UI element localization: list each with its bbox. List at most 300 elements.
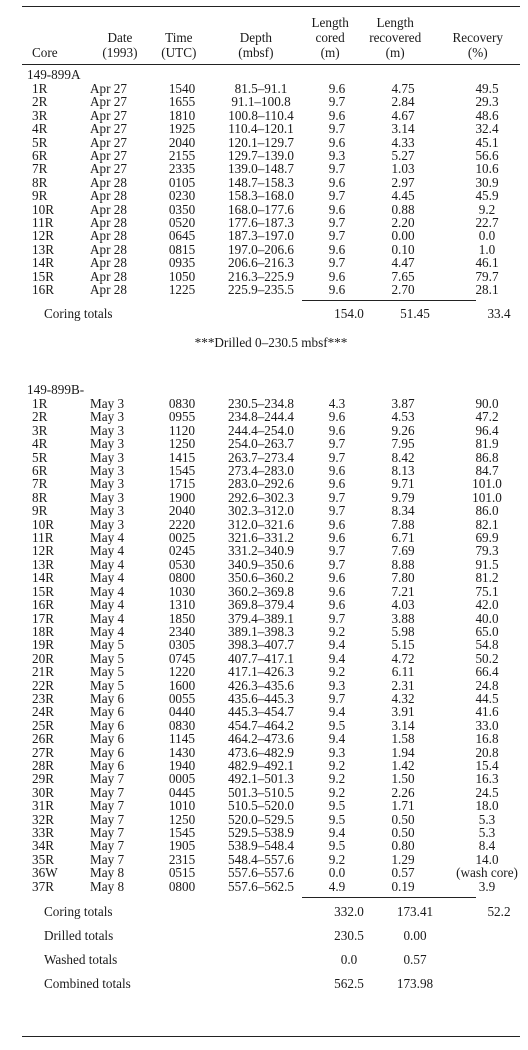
col-header-time: Time (UTC) xyxy=(161,30,197,60)
date-cell: May 7 xyxy=(90,811,125,827)
table-row xyxy=(22,880,528,893)
length-recovered-cell: 7.69 xyxy=(391,543,415,559)
recovery-cell: 75.1 xyxy=(475,583,499,599)
totals-row xyxy=(22,948,528,972)
table-row xyxy=(22,464,528,477)
date-cell: May 3 xyxy=(90,463,125,479)
col-header-recovery: Recovery (%) xyxy=(452,30,504,60)
time-cell: 0025 xyxy=(168,530,196,546)
core-cell: 2R xyxy=(32,94,48,110)
depth-cell: 187.3–197.0 xyxy=(228,228,294,244)
length-recovered-cell: 7.88 xyxy=(391,516,415,532)
recovery-cell: 9.2 xyxy=(478,201,496,217)
length-cored-cell: 9.7 xyxy=(328,556,346,572)
length-cored-cell: 4.3 xyxy=(328,396,346,411)
date-cell: May 3 xyxy=(90,489,125,505)
length-recovered-cell: 7.21 xyxy=(391,583,415,599)
core-cell: 19R xyxy=(32,637,54,653)
core-cell: 17R xyxy=(32,610,54,626)
hole-b-table xyxy=(22,397,528,893)
core-cell: 2R xyxy=(32,409,48,425)
length-recovered-cell: 1.03 xyxy=(391,161,415,177)
depth-cell: 473.6–482.9 xyxy=(228,744,294,760)
length-cored-cell: 9.2 xyxy=(328,757,346,773)
length-cored-cell: 9.4 xyxy=(328,704,346,720)
length-cored-cell: 9.7 xyxy=(328,161,346,177)
date-cell: May 8 xyxy=(90,865,125,881)
time-cell: 1030 xyxy=(168,583,196,599)
time-cell: 0830 xyxy=(168,396,196,411)
depth-cell: 81.5–91.1 xyxy=(234,81,288,96)
length-recovered-cell: 3.87 xyxy=(391,396,415,411)
table-header xyxy=(22,8,520,60)
date-cell: May 6 xyxy=(90,757,125,773)
table-top-rule xyxy=(22,6,520,7)
recovery-cell: 22.7 xyxy=(475,215,499,231)
core-cell: 14R xyxy=(32,255,54,271)
core-cell: 22R xyxy=(32,677,54,693)
length-recovered-cell: 2.20 xyxy=(391,215,415,231)
date-cell: Apr 28 xyxy=(90,228,127,244)
recovery-cell: 24.8 xyxy=(475,677,499,693)
length-cored-cell: 9.7 xyxy=(328,215,346,231)
core-cell: 23R xyxy=(32,690,54,706)
length-recovered-cell: 3.14 xyxy=(391,717,415,733)
depth-cell: 510.5–520.0 xyxy=(228,798,294,814)
table-row xyxy=(22,243,528,256)
date-cell: Apr 28 xyxy=(90,188,127,204)
date-cell: May 3 xyxy=(90,409,125,425)
length-cored-cell: 9.4 xyxy=(328,637,346,653)
length-cored-cell: 9.7 xyxy=(328,228,346,244)
hole-a-label: 149-899A xyxy=(27,67,81,82)
time-cell: 1925 xyxy=(168,121,196,137)
length-cored-cell: 9.5 xyxy=(328,798,346,814)
table-row xyxy=(22,558,528,571)
length-cored-cell: 9.2 xyxy=(328,851,346,867)
length-recovered-cell: 4.72 xyxy=(391,650,415,666)
time-cell: 0745 xyxy=(168,650,196,666)
core-cell: 25R xyxy=(32,717,54,733)
length-recovered-cell: 4.03 xyxy=(391,597,415,613)
totals-length-cored: 154.0 xyxy=(334,306,364,321)
date-cell: May 7 xyxy=(90,851,125,867)
table-row xyxy=(22,786,528,799)
length-recovered-cell: 4.53 xyxy=(391,409,415,425)
time-cell: 1540 xyxy=(168,81,196,96)
length-recovered-cell: 7.65 xyxy=(391,268,415,284)
recovery-cell: 24.5 xyxy=(475,784,499,800)
depth-cell: 225.9–235.5 xyxy=(228,282,294,298)
recovery-cell: 50.2 xyxy=(475,650,499,666)
totals-length-cored: 0.0 xyxy=(340,952,358,967)
totals-length-recovered: 0.57 xyxy=(403,952,427,967)
length-cored-cell: 9.7 xyxy=(328,449,346,465)
length-cored-cell: 9.2 xyxy=(328,771,346,787)
depth-cell: 529.5–538.9 xyxy=(228,825,294,840)
date-cell: May 5 xyxy=(90,664,125,680)
table-row xyxy=(22,410,528,423)
time-cell: 2315 xyxy=(168,851,196,867)
recovery-cell: 91.5 xyxy=(475,556,499,572)
recovery-cell: 86.0 xyxy=(475,503,499,519)
date-cell: May 3 xyxy=(90,449,125,465)
date-cell: May 4 xyxy=(90,583,125,599)
length-recovered-cell: 2.26 xyxy=(391,784,415,800)
table-row xyxy=(22,95,528,108)
recovery-cell: 32.4 xyxy=(475,121,499,137)
time-cell: 1310 xyxy=(168,597,196,613)
table-row xyxy=(22,625,528,638)
totals-length-recovered: 173.41 xyxy=(396,904,434,919)
length-recovered-cell: 0.88 xyxy=(391,201,415,217)
time-cell: 0230 xyxy=(168,188,196,204)
table-row xyxy=(22,270,528,283)
depth-cell: 254.0–263.7 xyxy=(228,436,294,452)
recovery-cell: 65.0 xyxy=(475,623,499,639)
table-row xyxy=(22,692,528,705)
recovery-cell: 18.0 xyxy=(475,798,499,814)
length-recovered-cell: 4.67 xyxy=(391,107,415,123)
date-cell: May 3 xyxy=(90,396,125,411)
date-cell: May 6 xyxy=(90,717,125,733)
time-cell: 2335 xyxy=(168,161,196,177)
length-recovered-cell: 4.45 xyxy=(391,188,415,204)
length-recovered-cell: 8.13 xyxy=(391,463,415,479)
time-cell: 1415 xyxy=(168,449,196,465)
table-row xyxy=(22,866,528,879)
depth-cell: 350.6–360.2 xyxy=(228,570,294,586)
date-cell: May 3 xyxy=(90,516,125,532)
table-row xyxy=(22,705,528,718)
col-header-core: Core xyxy=(32,45,58,60)
recovery-cell: 49.5 xyxy=(475,81,499,96)
time-cell: 0520 xyxy=(168,215,196,231)
core-cell: 18R xyxy=(32,623,54,639)
core-cell: 31R xyxy=(32,798,54,814)
table-row xyxy=(22,504,528,517)
recovery-cell: 0.0 xyxy=(478,228,496,244)
core-cell: 34R xyxy=(32,838,54,854)
length-cored-cell: 9.7 xyxy=(328,121,346,137)
core-cell: 7R xyxy=(32,161,48,177)
totals-length-cored: 230.5 xyxy=(334,928,364,943)
table-row xyxy=(22,149,528,162)
totals-label: Coring totals xyxy=(44,306,113,321)
table-row xyxy=(22,122,528,135)
table-row xyxy=(22,283,528,296)
recovery-cell: 1.0 xyxy=(478,241,496,257)
date-cell: May 7 xyxy=(90,771,125,787)
date-cell: Apr 27 xyxy=(90,107,127,123)
time-cell: 0645 xyxy=(168,228,196,244)
table-row xyxy=(22,203,528,216)
depth-cell: 216.3–225.9 xyxy=(228,268,294,284)
time-cell: 0005 xyxy=(168,771,196,787)
core-cell: 36W xyxy=(32,865,58,881)
time-cell: 1010 xyxy=(168,798,196,814)
time-cell: 1905 xyxy=(168,838,196,854)
recovery-cell: 79.3 xyxy=(475,543,499,559)
table-row xyxy=(22,544,528,557)
length-recovered-cell: 0.19 xyxy=(391,878,415,894)
totals-recovery xyxy=(456,924,528,948)
length-recovered-cell: 2.70 xyxy=(391,282,415,298)
core-cell: 11R xyxy=(32,215,54,231)
totals-label: Combined totals xyxy=(44,976,131,991)
core-cell: 21R xyxy=(32,664,54,680)
core-cell: 6R xyxy=(32,463,48,479)
length-recovered-cell: 8.42 xyxy=(391,449,415,465)
table-row xyxy=(22,162,528,175)
totals-recovery xyxy=(456,972,528,996)
recovery-cell: 90.0 xyxy=(475,396,499,411)
length-recovered-cell: 0.00 xyxy=(391,228,415,244)
length-recovered-cell: 1.50 xyxy=(391,771,415,787)
length-recovered-cell: 3.14 xyxy=(391,121,415,137)
length-cored-cell: 9.6 xyxy=(328,516,346,532)
time-cell: 0830 xyxy=(168,717,196,733)
col-header-date: Date (1993) xyxy=(102,30,138,60)
totals-row xyxy=(22,972,528,996)
depth-cell: 492.1–501.3 xyxy=(228,771,294,787)
length-cored-cell: 9.6 xyxy=(328,134,346,150)
length-recovered-cell: 0.57 xyxy=(391,865,415,881)
recovery-cell: 44.5 xyxy=(475,690,499,706)
depth-cell: 148.7–158.3 xyxy=(228,174,294,190)
date-cell: May 8 xyxy=(90,878,125,894)
length-recovered-cell: 2.84 xyxy=(391,94,415,110)
length-recovered-cell: 8.34 xyxy=(391,503,415,519)
totals-recovery: 33.4 xyxy=(487,306,511,321)
date-cell: May 5 xyxy=(90,677,125,693)
length-cored-cell: 9.5 xyxy=(328,838,346,854)
length-recovered-cell: 5.27 xyxy=(391,148,415,164)
depth-cell: 426.3–435.6 xyxy=(228,677,294,693)
depth-cell: 100.8–110.4 xyxy=(228,107,294,123)
length-cored-cell: 9.7 xyxy=(328,503,346,519)
time-cell: 0305 xyxy=(168,637,196,653)
length-recovered-cell: 2.97 xyxy=(391,174,415,190)
table-row xyxy=(22,612,528,625)
table-row xyxy=(22,679,528,692)
time-cell: 1225 xyxy=(168,282,196,298)
recovery-cell: 45.1 xyxy=(475,134,499,150)
core-cell: 13R xyxy=(32,241,54,257)
core-cell: 11R xyxy=(32,530,54,546)
totals-row xyxy=(22,900,528,924)
time-cell: 0350 xyxy=(168,201,196,217)
recovery-cell: 86.8 xyxy=(475,449,499,465)
date-cell: May 4 xyxy=(90,543,125,559)
depth-cell: 557.6–562.5 xyxy=(228,878,294,894)
core-cell: 28R xyxy=(32,757,54,773)
depth-cell: 302.3–312.0 xyxy=(228,503,294,519)
depth-cell: 538.9–548.4 xyxy=(228,838,294,854)
time-cell: 1545 xyxy=(168,463,196,479)
table-row xyxy=(22,176,528,189)
date-cell: May 3 xyxy=(90,422,125,438)
recovery-cell: 5.3 xyxy=(478,825,496,840)
core-cell: 14R xyxy=(32,570,54,586)
length-recovered-cell: 7.80 xyxy=(391,570,415,586)
depth-cell: 454.7–464.2 xyxy=(228,717,294,733)
length-cored-cell: 9.6 xyxy=(328,476,346,492)
length-recovered-cell: 2.31 xyxy=(391,677,415,693)
depth-cell: 168.0–177.6 xyxy=(228,201,294,217)
length-recovered-cell: 4.32 xyxy=(391,690,415,706)
recovery-cell: 79.7 xyxy=(475,268,499,284)
date-cell: Apr 28 xyxy=(90,201,127,217)
length-cored-cell: 9.4 xyxy=(328,731,346,747)
time-cell: 2340 xyxy=(168,623,196,639)
time-cell: 1655 xyxy=(168,94,196,110)
totals-label: Washed totals xyxy=(44,952,118,967)
core-cell: 4R xyxy=(32,436,48,452)
time-cell: 0530 xyxy=(168,556,196,572)
recovery-cell: 101.0 xyxy=(472,476,502,492)
hole-a-totals-rule xyxy=(302,300,476,301)
hole-a-totals-table xyxy=(22,302,528,326)
table-row xyxy=(22,598,528,611)
length-recovered-cell: 9.71 xyxy=(391,476,415,492)
length-recovered-cell: 1.94 xyxy=(391,744,415,760)
length-cored-cell: 9.4 xyxy=(328,650,346,666)
length-recovered-cell: 5.98 xyxy=(391,623,415,639)
depth-cell: 230.5–234.8 xyxy=(228,396,294,411)
length-recovered-cell: 3.88 xyxy=(391,610,415,626)
depth-cell: 407.7–417.1 xyxy=(228,650,294,666)
depth-cell: 292.6–302.3 xyxy=(228,489,294,505)
core-cell: 27R xyxy=(32,744,54,760)
recovery-cell: 46.1 xyxy=(475,255,499,271)
date-cell: Apr 28 xyxy=(90,215,127,231)
recovery-cell: 81.9 xyxy=(475,436,499,452)
table-row xyxy=(22,491,528,504)
core-cell: 15R xyxy=(32,583,54,599)
length-recovered-cell: 3.91 xyxy=(391,704,415,720)
date-cell: May 4 xyxy=(90,570,125,586)
length-recovered-cell: 0.10 xyxy=(391,241,415,257)
length-recovered-cell: 9.79 xyxy=(391,489,415,505)
recovery-cell: (wash core) xyxy=(456,865,518,881)
depth-cell: 464.2–473.6 xyxy=(228,731,294,747)
core-cell: 26R xyxy=(32,731,54,747)
date-cell: Apr 28 xyxy=(90,174,127,190)
drilled-note: ***Drilled 0–230.5 mbsf*** xyxy=(194,335,348,350)
hole-b-totals-rule xyxy=(302,897,476,898)
table-row xyxy=(22,638,528,651)
length-recovered-cell: 4.33 xyxy=(391,134,415,150)
date-cell: Apr 27 xyxy=(90,161,127,177)
length-recovered-cell: 0.50 xyxy=(391,811,415,827)
depth-cell: 234.8–244.4 xyxy=(228,409,294,425)
table-row xyxy=(22,518,528,531)
core-cell: 1R xyxy=(32,396,48,411)
recovery-cell: 96.4 xyxy=(475,422,499,438)
length-cored-cell: 9.7 xyxy=(328,255,346,271)
length-cored-cell: 9.6 xyxy=(328,463,346,479)
time-cell: 1250 xyxy=(168,436,196,452)
date-cell: Apr 27 xyxy=(90,134,127,150)
table-bottom-rule xyxy=(22,1036,520,1037)
length-cored-cell: 9.6 xyxy=(328,282,346,298)
totals-length-recovered: 173.98 xyxy=(396,976,434,991)
date-cell: May 4 xyxy=(90,610,125,626)
depth-cell: 91.1–100.8 xyxy=(231,94,291,110)
core-cell: 24R xyxy=(32,704,54,720)
table-row xyxy=(22,732,528,745)
depth-cell: 120.1–129.7 xyxy=(228,134,294,150)
date-cell: May 4 xyxy=(90,556,125,572)
hole-b-label: 149-899B- xyxy=(27,382,85,397)
core-cell: 5R xyxy=(32,449,48,465)
length-recovered-cell: 7.95 xyxy=(391,436,415,452)
depth-cell: 263.7–273.4 xyxy=(228,449,294,465)
length-cored-cell: 9.7 xyxy=(328,610,346,626)
time-cell: 1900 xyxy=(168,489,196,505)
totals-length-cored: 562.5 xyxy=(334,976,364,991)
depth-cell: 435.6–445.3 xyxy=(228,690,294,706)
depth-cell: 177.6–187.3 xyxy=(228,215,294,231)
time-cell: 1120 xyxy=(169,422,195,438)
table-row xyxy=(22,397,528,410)
core-cell: 32R xyxy=(32,811,54,827)
time-cell: 1050 xyxy=(168,268,196,284)
length-recovered-cell: 0.50 xyxy=(391,825,415,840)
table-row xyxy=(22,451,528,464)
recovery-cell: 16.8 xyxy=(475,731,499,747)
core-cell: 35R xyxy=(32,851,54,867)
length-cored-cell: 9.7 xyxy=(328,94,346,110)
table-row xyxy=(22,82,528,95)
core-cell: 8R xyxy=(32,489,48,505)
date-cell: May 7 xyxy=(90,798,125,814)
hole-a-table xyxy=(22,82,528,297)
depth-cell: 557.6–557.6 xyxy=(228,865,294,881)
date-cell: May 4 xyxy=(90,597,125,613)
time-cell: 2040 xyxy=(168,134,196,150)
date-cell: Apr 27 xyxy=(90,81,127,96)
length-cored-cell: 9.6 xyxy=(328,422,346,438)
core-cell: 33R xyxy=(32,825,54,840)
length-recovered-cell: 6.71 xyxy=(391,530,415,546)
depth-cell: 312.0–321.6 xyxy=(228,516,294,532)
time-cell: 0105 xyxy=(168,174,196,190)
header-rule xyxy=(22,64,520,65)
core-cell: 13R xyxy=(32,556,54,572)
date-cell: Apr 28 xyxy=(90,255,127,271)
depth-cell: 520.0–529.5 xyxy=(228,811,294,827)
date-cell: May 7 xyxy=(90,825,125,840)
time-cell: 1145 xyxy=(169,731,195,747)
length-cored-cell: 9.6 xyxy=(328,409,346,425)
col-header-length-cored: Length cored (m) xyxy=(311,15,349,60)
table-row xyxy=(22,665,528,678)
length-cored-cell: 9.4 xyxy=(328,825,346,840)
core-cell: 3R xyxy=(32,107,48,123)
length-cored-cell: 9.2 xyxy=(328,623,346,639)
table-row xyxy=(22,189,528,202)
depth-cell: 379.4–389.1 xyxy=(228,610,294,626)
length-cored-cell: 9.3 xyxy=(328,677,346,693)
table-row xyxy=(22,437,528,450)
depth-cell: 548.4–557.6 xyxy=(228,851,294,867)
recovery-cell: 101.0 xyxy=(472,489,502,505)
table-row xyxy=(22,136,528,149)
depth-cell: 360.2–369.8 xyxy=(228,583,294,599)
core-cell: 15R xyxy=(32,268,54,284)
